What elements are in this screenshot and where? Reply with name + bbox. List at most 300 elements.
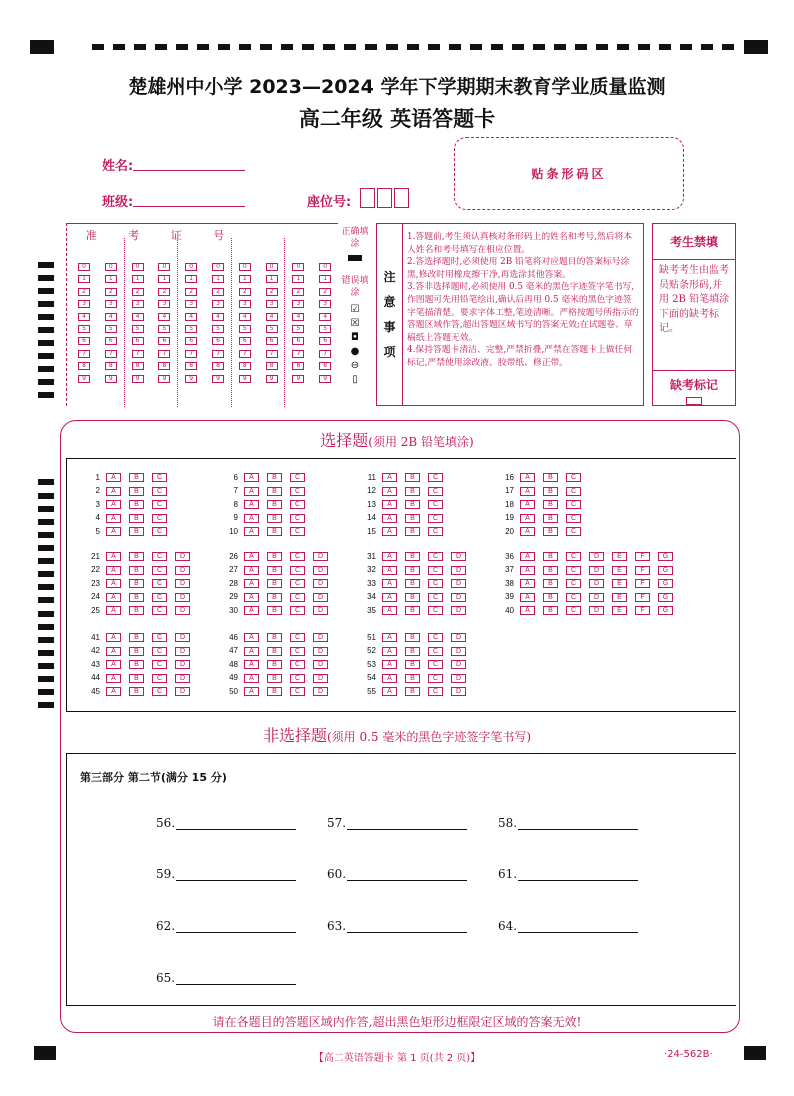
exam-digit-bubble[interactable]: 9	[151, 372, 177, 384]
option-bubble[interactable]: C	[428, 633, 443, 642]
exam-digit-bubble[interactable]: 1	[312, 272, 338, 284]
option-bubble[interactable]: C	[566, 500, 581, 509]
option-bubble[interactable]: A	[106, 674, 121, 683]
option-bubble[interactable]: C	[428, 606, 443, 615]
exam-digit-bubble[interactable]: 6	[285, 334, 311, 346]
option-bubble[interactable]: B	[129, 500, 144, 509]
option-bubble[interactable]: A	[382, 579, 397, 588]
option-bubble[interactable]: A	[244, 527, 259, 536]
option-bubble[interactable]: C	[428, 552, 443, 561]
exam-digit-bubble[interactable]: 6	[205, 334, 231, 346]
exam-digit-bubble[interactable]: 9	[312, 372, 338, 384]
option-bubble[interactable]: A	[382, 593, 397, 602]
option-bubble[interactable]: B	[267, 552, 282, 561]
option-bubble[interactable]: C	[152, 674, 167, 683]
option-bubble[interactable]: C	[428, 687, 443, 696]
option-bubble[interactable]: A	[106, 579, 121, 588]
option-bubble[interactable]: C	[428, 514, 443, 523]
option-bubble[interactable]: A	[520, 473, 535, 482]
option-bubble[interactable]: A	[106, 606, 121, 615]
option-bubble[interactable]: B	[129, 633, 144, 642]
option-bubble[interactable]: A	[106, 660, 121, 669]
answer-blank[interactable]: 58.	[498, 816, 638, 830]
option-bubble[interactable]: B	[129, 473, 144, 482]
option-bubble[interactable]: B	[129, 527, 144, 536]
option-bubble[interactable]: A	[106, 514, 121, 523]
exam-digit-bubble[interactable]: 9	[285, 372, 311, 384]
option-bubble[interactable]: D	[313, 566, 328, 575]
exam-digit-bubble[interactable]: 0	[98, 260, 124, 272]
option-bubble[interactable]: E	[612, 579, 627, 588]
exam-digit-bubble[interactable]: 4	[285, 310, 311, 322]
exam-digit-bubble[interactable]: 8	[125, 359, 151, 371]
option-bubble[interactable]: A	[106, 633, 121, 642]
exam-digit-bubble[interactable]: 6	[71, 334, 97, 346]
option-bubble[interactable]: B	[267, 514, 282, 523]
option-bubble[interactable]: D	[175, 606, 190, 615]
exam-digit-bubble[interactable]: 0	[125, 260, 151, 272]
option-bubble[interactable]: B	[405, 527, 420, 536]
exam-digit-bubble[interactable]: 3	[312, 297, 338, 309]
option-bubble[interactable]: A	[244, 473, 259, 482]
option-bubble[interactable]: C	[290, 527, 305, 536]
option-bubble[interactable]: B	[405, 579, 420, 588]
option-bubble[interactable]: G	[658, 566, 673, 575]
option-bubble[interactable]: A	[244, 579, 259, 588]
option-bubble[interactable]: B	[543, 500, 558, 509]
option-bubble[interactable]: B	[405, 487, 420, 496]
option-bubble[interactable]: B	[405, 566, 420, 575]
option-bubble[interactable]: B	[129, 647, 144, 656]
exam-digit-bubble[interactable]: 8	[178, 359, 204, 371]
option-bubble[interactable]: A	[244, 593, 259, 602]
exam-digit-bubble[interactable]: 0	[232, 260, 258, 272]
option-bubble[interactable]: A	[382, 500, 397, 509]
exam-digit-bubble[interactable]: 3	[232, 297, 258, 309]
exam-digit-bubble[interactable]: 4	[98, 310, 124, 322]
option-bubble[interactable]: C	[566, 514, 581, 523]
answer-line[interactable]	[518, 919, 638, 933]
option-bubble[interactable]: D	[451, 606, 466, 615]
option-bubble[interactable]: C	[566, 527, 581, 536]
answer-blank[interactable]: 61.	[498, 867, 638, 881]
option-bubble[interactable]: F	[635, 552, 650, 561]
exam-digit-bubble[interactable]: 3	[71, 297, 97, 309]
exam-digit-bubble[interactable]: 1	[285, 272, 311, 284]
option-bubble[interactable]: C	[566, 487, 581, 496]
option-bubble[interactable]: A	[382, 566, 397, 575]
option-bubble[interactable]: B	[129, 514, 144, 523]
option-bubble[interactable]: D	[589, 606, 604, 615]
option-bubble[interactable]: C	[290, 660, 305, 669]
exam-digit-bubble[interactable]: 7	[232, 347, 258, 359]
option-bubble[interactable]: G	[658, 606, 673, 615]
option-bubble[interactable]: C	[152, 633, 167, 642]
exam-digit-bubble[interactable]: 1	[259, 272, 285, 284]
option-bubble[interactable]: B	[267, 566, 282, 575]
option-bubble[interactable]: D	[589, 552, 604, 561]
option-bubble[interactable]: C	[290, 674, 305, 683]
option-bubble[interactable]: B	[405, 473, 420, 482]
option-bubble[interactable]: C	[290, 579, 305, 588]
exam-digit-bubble[interactable]: 5	[205, 322, 231, 334]
exam-digit-bubble[interactable]: 9	[98, 372, 124, 384]
option-bubble[interactable]: B	[405, 500, 420, 509]
option-bubble[interactable]: A	[382, 606, 397, 615]
exam-digit-bubble[interactable]: 4	[205, 310, 231, 322]
exam-digit-bubble[interactable]: 2	[312, 285, 338, 297]
exam-digit-bubble[interactable]: 5	[312, 322, 338, 334]
option-bubble[interactable]: C	[290, 514, 305, 523]
option-bubble[interactable]: A	[520, 500, 535, 509]
option-bubble[interactable]: G	[658, 593, 673, 602]
option-bubble[interactable]: F	[635, 593, 650, 602]
option-bubble[interactable]: C	[290, 593, 305, 602]
option-bubble[interactable]: B	[129, 687, 144, 696]
exam-digit-bubble[interactable]: 8	[71, 359, 97, 371]
option-bubble[interactable]: C	[428, 593, 443, 602]
option-bubble[interactable]: C	[152, 593, 167, 602]
absent-mark-box[interactable]	[686, 397, 702, 405]
answer-blank[interactable]: 56.	[156, 816, 296, 830]
option-bubble[interactable]: A	[382, 473, 397, 482]
option-bubble[interactable]: A	[382, 514, 397, 523]
option-bubble[interactable]: A	[382, 527, 397, 536]
exam-digit-bubble[interactable]: 0	[312, 260, 338, 272]
option-bubble[interactable]: D	[175, 566, 190, 575]
option-bubble[interactable]: B	[405, 606, 420, 615]
answer-line[interactable]	[347, 919, 467, 933]
option-bubble[interactable]: A	[106, 487, 121, 496]
option-bubble[interactable]: B	[405, 674, 420, 683]
option-bubble[interactable]: A	[382, 647, 397, 656]
option-bubble[interactable]: A	[244, 500, 259, 509]
exam-digit-bubble[interactable]: 7	[312, 347, 338, 359]
option-bubble[interactable]: C	[290, 487, 305, 496]
exam-digit-bubble[interactable]: 0	[205, 260, 231, 272]
option-bubble[interactable]: D	[175, 674, 190, 683]
exam-digit-bubble[interactable]: 0	[259, 260, 285, 272]
option-bubble[interactable]: C	[290, 687, 305, 696]
exam-digit-bubble[interactable]: 0	[151, 260, 177, 272]
option-bubble[interactable]: C	[428, 487, 443, 496]
exam-digit-bubble[interactable]: 6	[259, 334, 285, 346]
exam-digit-bubble[interactable]: 4	[312, 310, 338, 322]
option-bubble[interactable]: B	[129, 566, 144, 575]
option-bubble[interactable]: B	[267, 606, 282, 615]
option-bubble[interactable]: B	[129, 487, 144, 496]
exam-digit-bubble[interactable]: 2	[178, 285, 204, 297]
name-field[interactable]	[133, 157, 245, 171]
option-bubble[interactable]: C	[566, 473, 581, 482]
option-bubble[interactable]: D	[313, 660, 328, 669]
exam-digit-bubble[interactable]: 3	[285, 297, 311, 309]
option-bubble[interactable]: B	[267, 579, 282, 588]
exam-digit-bubble[interactable]: 3	[98, 297, 124, 309]
option-bubble[interactable]: A	[244, 566, 259, 575]
option-bubble[interactable]: C	[290, 500, 305, 509]
answer-line[interactable]	[176, 971, 296, 985]
option-bubble[interactable]: A	[106, 647, 121, 656]
option-bubble[interactable]: A	[244, 633, 259, 642]
option-bubble[interactable]: A	[382, 633, 397, 642]
exam-digit-bubble[interactable]: 2	[232, 285, 258, 297]
exam-digit-bubble[interactable]: 2	[259, 285, 285, 297]
option-bubble[interactable]: G	[658, 552, 673, 561]
option-bubble[interactable]: B	[129, 660, 144, 669]
exam-digit-bubble[interactable]: 9	[125, 372, 151, 384]
exam-digit-bubble[interactable]: 5	[151, 322, 177, 334]
option-bubble[interactable]: D	[451, 579, 466, 588]
option-bubble[interactable]: D	[451, 687, 466, 696]
answer-line[interactable]	[347, 867, 467, 881]
option-bubble[interactable]: A	[244, 552, 259, 561]
exam-digit-bubble[interactable]: 9	[259, 372, 285, 384]
exam-digit-bubble[interactable]: 2	[71, 285, 97, 297]
option-bubble[interactable]: D	[175, 579, 190, 588]
option-bubble[interactable]: B	[267, 500, 282, 509]
option-bubble[interactable]: C	[566, 579, 581, 588]
option-bubble[interactable]: B	[543, 552, 558, 561]
option-bubble[interactable]: B	[543, 473, 558, 482]
option-bubble[interactable]: D	[313, 674, 328, 683]
option-bubble[interactable]: D	[313, 633, 328, 642]
exam-digit-bubble[interactable]: 6	[125, 334, 151, 346]
exam-digit-bubble[interactable]: 4	[71, 310, 97, 322]
option-bubble[interactable]: D	[451, 552, 466, 561]
option-bubble[interactable]: C	[152, 687, 167, 696]
exam-digit-bubble[interactable]: 8	[232, 359, 258, 371]
exam-digit-bubble[interactable]: 0	[178, 260, 204, 272]
option-bubble[interactable]: C	[290, 647, 305, 656]
option-bubble[interactable]: A	[520, 579, 535, 588]
option-bubble[interactable]: B	[267, 633, 282, 642]
option-bubble[interactable]: C	[428, 500, 443, 509]
exam-digit-bubble[interactable]: 6	[232, 334, 258, 346]
option-bubble[interactable]: B	[267, 473, 282, 482]
option-bubble[interactable]: C	[290, 552, 305, 561]
exam-digit-bubble[interactable]: 7	[259, 347, 285, 359]
option-bubble[interactable]: C	[152, 579, 167, 588]
exam-digit-bubble[interactable]: 5	[259, 322, 285, 334]
option-bubble[interactable]: D	[451, 660, 466, 669]
option-bubble[interactable]: B	[543, 593, 558, 602]
option-bubble[interactable]: B	[129, 552, 144, 561]
exam-digit-bubble[interactable]: 5	[98, 322, 124, 334]
option-bubble[interactable]: A	[244, 487, 259, 496]
option-bubble[interactable]: B	[543, 566, 558, 575]
option-bubble[interactable]: C	[566, 552, 581, 561]
exam-digit-bubble[interactable]: 7	[285, 347, 311, 359]
option-bubble[interactable]: A	[520, 487, 535, 496]
option-bubble[interactable]: C	[290, 566, 305, 575]
option-bubble[interactable]: A	[244, 674, 259, 683]
option-bubble[interactable]: D	[313, 647, 328, 656]
answer-line[interactable]	[176, 919, 296, 933]
exam-digit-bubble[interactable]: 6	[178, 334, 204, 346]
exam-digit-bubble[interactable]: 7	[98, 347, 124, 359]
option-bubble[interactable]: F	[635, 566, 650, 575]
option-bubble[interactable]: C	[152, 500, 167, 509]
exam-digit-bubble[interactable]: 1	[232, 272, 258, 284]
option-bubble[interactable]: B	[129, 593, 144, 602]
option-bubble[interactable]: A	[382, 687, 397, 696]
option-bubble[interactable]: D	[451, 633, 466, 642]
exam-digit-bubble[interactable]: 4	[178, 310, 204, 322]
option-bubble[interactable]: D	[313, 606, 328, 615]
option-bubble[interactable]: A	[382, 552, 397, 561]
option-bubble[interactable]: A	[382, 674, 397, 683]
exam-digit-bubble[interactable]: 4	[125, 310, 151, 322]
option-bubble[interactable]: F	[635, 606, 650, 615]
exam-digit-bubble[interactable]: 1	[205, 272, 231, 284]
option-bubble[interactable]: D	[313, 552, 328, 561]
exam-digit-bubble[interactable]: 7	[178, 347, 204, 359]
answer-blank[interactable]: 59.	[156, 867, 296, 881]
exam-digit-bubble[interactable]: 1	[178, 272, 204, 284]
exam-digit-bubble[interactable]: 7	[205, 347, 231, 359]
exam-digit-bubble[interactable]: 4	[232, 310, 258, 322]
exam-digit-bubble[interactable]: 3	[151, 297, 177, 309]
seat-field[interactable]	[360, 188, 411, 212]
option-bubble[interactable]: B	[267, 593, 282, 602]
option-bubble[interactable]: D	[589, 566, 604, 575]
exam-digit-bubble[interactable]: 2	[125, 285, 151, 297]
exam-digit-bubble[interactable]: 8	[285, 359, 311, 371]
option-bubble[interactable]: C	[428, 674, 443, 683]
exam-digit-bubble[interactable]: 9	[178, 372, 204, 384]
option-bubble[interactable]: A	[106, 552, 121, 561]
option-bubble[interactable]: C	[152, 647, 167, 656]
option-bubble[interactable]: C	[152, 473, 167, 482]
option-bubble[interactable]: D	[451, 566, 466, 575]
option-bubble[interactable]: B	[405, 514, 420, 523]
option-bubble[interactable]: D	[175, 633, 190, 642]
option-bubble[interactable]: B	[405, 647, 420, 656]
option-bubble[interactable]: C	[428, 660, 443, 669]
exam-digit-bubble[interactable]: 1	[71, 272, 97, 284]
option-bubble[interactable]: C	[152, 487, 167, 496]
option-bubble[interactable]: B	[543, 527, 558, 536]
option-bubble[interactable]: B	[129, 606, 144, 615]
exam-digit-bubble[interactable]: 9	[71, 372, 97, 384]
option-bubble[interactable]: A	[106, 593, 121, 602]
answer-line[interactable]	[176, 816, 296, 830]
exam-digit-bubble[interactable]: 4	[259, 310, 285, 322]
exam-digit-bubble[interactable]: 2	[205, 285, 231, 297]
option-bubble[interactable]: D	[451, 593, 466, 602]
exam-digit-bubble[interactable]: 8	[312, 359, 338, 371]
exam-digit-bubble[interactable]: 7	[151, 347, 177, 359]
option-bubble[interactable]: D	[175, 593, 190, 602]
seat-digit-box[interactable]	[360, 188, 375, 208]
option-bubble[interactable]: C	[428, 527, 443, 536]
option-bubble[interactable]: D	[175, 647, 190, 656]
exam-digit-bubble[interactable]: 9	[205, 372, 231, 384]
answer-blank[interactable]: 65.	[156, 971, 296, 985]
option-bubble[interactable]: E	[612, 566, 627, 575]
exam-digit-bubble[interactable]: 3	[178, 297, 204, 309]
answer-line[interactable]	[347, 816, 467, 830]
exam-digit-bubble[interactable]: 8	[98, 359, 124, 371]
exam-digit-bubble[interactable]: 3	[125, 297, 151, 309]
option-bubble[interactable]: C	[290, 633, 305, 642]
option-bubble[interactable]: C	[152, 514, 167, 523]
exam-digit-bubble[interactable]: 1	[151, 272, 177, 284]
option-bubble[interactable]: D	[451, 674, 466, 683]
option-bubble[interactable]: A	[520, 606, 535, 615]
option-bubble[interactable]: C	[152, 660, 167, 669]
option-bubble[interactable]: B	[129, 674, 144, 683]
option-bubble[interactable]: B	[267, 674, 282, 683]
option-bubble[interactable]: A	[520, 552, 535, 561]
option-bubble[interactable]: A	[520, 514, 535, 523]
option-bubble[interactable]: A	[106, 527, 121, 536]
exam-digit-bubble[interactable]: 1	[98, 272, 124, 284]
option-bubble[interactable]: B	[267, 687, 282, 696]
option-bubble[interactable]: C	[566, 566, 581, 575]
option-bubble[interactable]: B	[267, 660, 282, 669]
option-bubble[interactable]: B	[405, 593, 420, 602]
option-bubble[interactable]: D	[175, 687, 190, 696]
exam-digit-bubble[interactable]: 8	[205, 359, 231, 371]
exam-digit-bubble[interactable]: 4	[151, 310, 177, 322]
option-bubble[interactable]: A	[244, 514, 259, 523]
option-bubble[interactable]: C	[428, 473, 443, 482]
answer-line[interactable]	[518, 816, 638, 830]
option-bubble[interactable]: B	[129, 579, 144, 588]
option-bubble[interactable]: A	[106, 566, 121, 575]
option-bubble[interactable]: D	[313, 593, 328, 602]
exam-digit-bubble[interactable]: 8	[259, 359, 285, 371]
option-bubble[interactable]: D	[313, 579, 328, 588]
option-bubble[interactable]: C	[152, 566, 167, 575]
exam-digit-bubble[interactable]: 5	[178, 322, 204, 334]
option-bubble[interactable]: A	[520, 593, 535, 602]
exam-digit-bubble[interactable]: 7	[71, 347, 97, 359]
option-bubble[interactable]: A	[106, 500, 121, 509]
option-bubble[interactable]: A	[520, 527, 535, 536]
option-bubble[interactable]: C	[428, 579, 443, 588]
exam-digit-bubble[interactable]: 7	[125, 347, 151, 359]
option-bubble[interactable]: A	[520, 566, 535, 575]
option-bubble[interactable]: B	[267, 527, 282, 536]
exam-digit-bubble[interactable]: 2	[285, 285, 311, 297]
option-bubble[interactable]: A	[106, 473, 121, 482]
exam-digit-bubble[interactable]: 9	[232, 372, 258, 384]
exam-digit-bubble[interactable]: 0	[285, 260, 311, 272]
answer-line[interactable]	[518, 867, 638, 881]
exam-digit-bubble[interactable]: 6	[151, 334, 177, 346]
option-bubble[interactable]: A	[244, 606, 259, 615]
option-bubble[interactable]: C	[428, 566, 443, 575]
exam-digit-bubble[interactable]: 3	[259, 297, 285, 309]
option-bubble[interactable]: B	[267, 487, 282, 496]
exam-digit-bubble[interactable]: 8	[151, 359, 177, 371]
exam-digit-bubble[interactable]: 5	[125, 322, 151, 334]
exam-digit-bubble[interactable]: 6	[98, 334, 124, 346]
option-bubble[interactable]: D	[589, 579, 604, 588]
option-bubble[interactable]: A	[382, 660, 397, 669]
option-bubble[interactable]: B	[405, 687, 420, 696]
option-bubble[interactable]: B	[543, 514, 558, 523]
option-bubble[interactable]: C	[566, 593, 581, 602]
exam-digit-bubble[interactable]: 5	[71, 322, 97, 334]
option-bubble[interactable]: F	[635, 579, 650, 588]
option-bubble[interactable]: E	[612, 606, 627, 615]
option-bubble[interactable]: D	[589, 593, 604, 602]
option-bubble[interactable]: D	[313, 687, 328, 696]
